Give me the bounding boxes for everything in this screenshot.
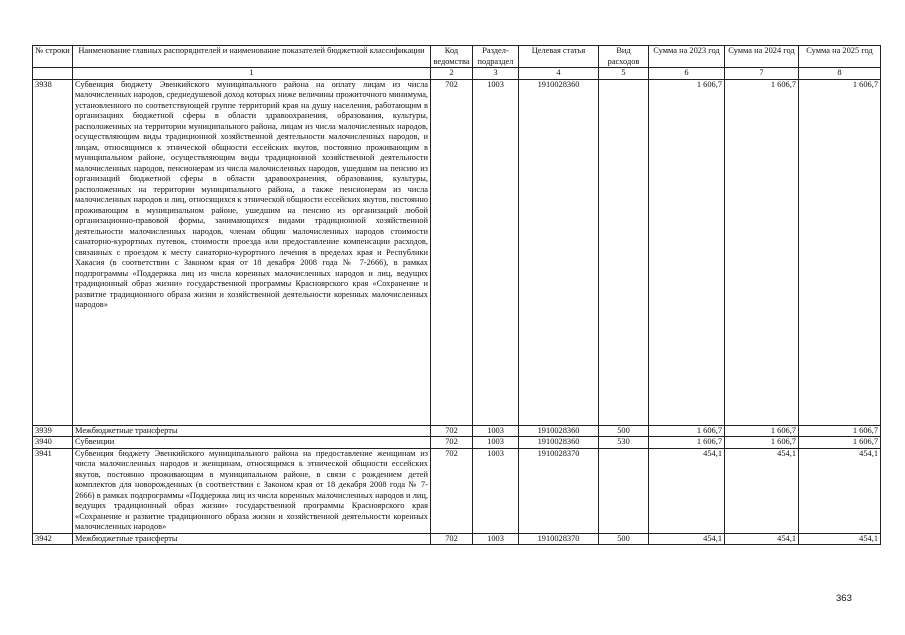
header-expense-type: Вид расходов xyxy=(599,46,649,68)
row-target: 1910028360 xyxy=(519,79,599,425)
row-sum-2023: 1 606,7 xyxy=(649,79,725,425)
row-number: 3942 xyxy=(33,533,73,545)
row-number: 3938 xyxy=(33,79,73,425)
header-row-no: № строки xyxy=(33,46,73,68)
row-dept-code: 702 xyxy=(431,425,473,437)
row-sum-2025: 1 606,7 xyxy=(799,437,881,449)
row-number: 3939 xyxy=(33,425,73,437)
row-target: 1910028370 xyxy=(519,533,599,545)
row-name: Субвенции xyxy=(73,437,431,449)
row-section: 1003 xyxy=(473,79,519,425)
row-name: Межбюджетные трансферты xyxy=(73,425,431,437)
column-number-empty xyxy=(33,68,73,80)
column-number: 3 xyxy=(473,68,519,80)
row-expense-type: 530 xyxy=(599,437,649,449)
column-numbers-row xyxy=(33,68,881,80)
row-dept-code: 702 xyxy=(431,79,473,425)
row-section: 1003 xyxy=(473,533,519,545)
column-number: 6 xyxy=(649,68,725,80)
row-target: 1910028360 xyxy=(519,437,599,449)
row-target: 1910028370 xyxy=(519,448,599,533)
header-name: Наименование главных распорядителей и наименование показателей бюджетной классификации xyxy=(73,46,431,68)
row-expense-type: 500 xyxy=(599,533,649,545)
table-row xyxy=(33,437,881,449)
page-number: 363 xyxy=(836,593,852,604)
row-sum-2024: 454,1 xyxy=(725,533,799,545)
row-sum-2024: 1 606,7 xyxy=(725,425,799,437)
row-expense-type xyxy=(599,79,649,425)
row-section: 1003 xyxy=(473,425,519,437)
budget-table xyxy=(32,45,881,545)
row-sum-2025: 454,1 xyxy=(799,448,881,533)
row-number: 3941 xyxy=(33,448,73,533)
row-dept-code: 702 xyxy=(431,437,473,449)
header-dept-code: Код ведомства xyxy=(431,46,473,68)
row-sum-2025: 1 606,7 xyxy=(799,79,881,425)
row-section: 1003 xyxy=(473,448,519,533)
table-row xyxy=(33,79,881,425)
column-number: 8 xyxy=(799,68,881,80)
column-number: 4 xyxy=(519,68,599,80)
header-target: Целевая статья xyxy=(519,46,599,68)
row-sum-2023: 454,1 xyxy=(649,448,725,533)
row-number: 3940 xyxy=(33,437,73,449)
row-sum-2025: 1 606,7 xyxy=(799,425,881,437)
header-sum-2023: Сумма на 2023 год xyxy=(649,46,725,68)
row-sum-2023: 1 606,7 xyxy=(649,425,725,437)
column-number: 7 xyxy=(725,68,799,80)
column-number: 2 xyxy=(431,68,473,80)
row-sum-2024: 1 606,7 xyxy=(725,79,799,425)
row-sum-2025: 454,1 xyxy=(799,533,881,545)
header-sum-2025: Сумма на 2025 год xyxy=(799,46,881,68)
header-sum-2024: Сумма на 2024 год xyxy=(725,46,799,68)
table-row xyxy=(33,533,881,545)
row-expense-type: 500 xyxy=(599,425,649,437)
row-sum-2024: 1 606,7 xyxy=(725,437,799,449)
column-number: 5 xyxy=(599,68,649,80)
row-sum-2023: 1 606,7 xyxy=(649,437,725,449)
row-dept-code: 702 xyxy=(431,533,473,545)
table-row xyxy=(33,425,881,437)
header-section: Раздел-подраздел xyxy=(473,46,519,68)
row-name: Межбюджетные трансферты xyxy=(73,533,431,545)
header-row xyxy=(33,46,881,68)
row-target: 1910028360 xyxy=(519,425,599,437)
row-name: Субвенция бюджету Эвенкийского муниципального района на оплату лицам из числа малочисленных народов, среднедушевой доход которых ниже величины прожиточного минимума, установленного по соответствующей группе территорий края на душу населения, работающим в организациях бюджетной сферы в области здравоохранения, образования, культуры, расположенных на территории муниципального района, лицам из числа малочисленных народов, осуществляющим виды традиционной хозяйственной деятельности малочисленных народов, и лицам, относящимся к этнической общности ессейских якутов, постоянно проживающим в муниципальном районе, осуществляющим виды традиционной хозяйственной деятельности малочисленных народов, пенсионерам из числа малочисленных народов, ушедшим на пенсию из организаций бюджетной сферы в области здравоохранения, образования, культуры, расположенных на территории муниципального района, а также пенсионерам из числа малочисленных народов и лиц, относящихся к этнической общности ессейских якутов, постоянно проживающим в муниципальном районе, ушедшим на пенсию из организаций любой организационно-правовой формы, занимающихся видами традиционной хозяйственной деятельности малочисленных народов, членам общин малочисленных народов стоимости санаторно-курортных путевок, стоимости проезда или предоставление компенсации расходов, связанных с проездом к месту санаторно-курортного лечения в пределах края и Республики Хакасия (в соответствии с Законом края от 18 декабря 2008 года № 7-2666), в рамках подпрограммы «Поддержка лиц из числа коренных малочисленных народов и лиц, ведущих традиционный образ жизни» государственной программы Красноярского края «Сохранение и развитие традиционного образа жизни и хозяйственной деятельности коренных малочисленных народов» xyxy=(73,79,431,425)
table-row xyxy=(33,448,881,533)
row-section: 1003 xyxy=(473,437,519,449)
row-expense-type xyxy=(599,448,649,533)
column-number: 1 xyxy=(73,68,431,80)
row-name: Субвенция бюджету Эвенкийского муниципального района на предоставление женщинам из числа малочисленных народов и женщинам, относящимся к этнической общности ессейских якутов, постоянно проживающим в муниципальном районе, в связи с рождением детей комплектов для новорожденных (в соответствии с Законом края от 18 декабря 2008 года № 7-2666) в рамках подпрограммы «Поддержка лиц из числа коренных малочисленных народов и лиц, ведущих традиционный образ жизни» государственной программы Красноярского края «Сохранение и развитие традиционного образа жизни и хозяйственной деятельности коренных малочисленных народов» xyxy=(73,448,431,533)
row-sum-2024: 454,1 xyxy=(725,448,799,533)
row-sum-2023: 454,1 xyxy=(649,533,725,545)
row-dept-code: 702 xyxy=(431,448,473,533)
